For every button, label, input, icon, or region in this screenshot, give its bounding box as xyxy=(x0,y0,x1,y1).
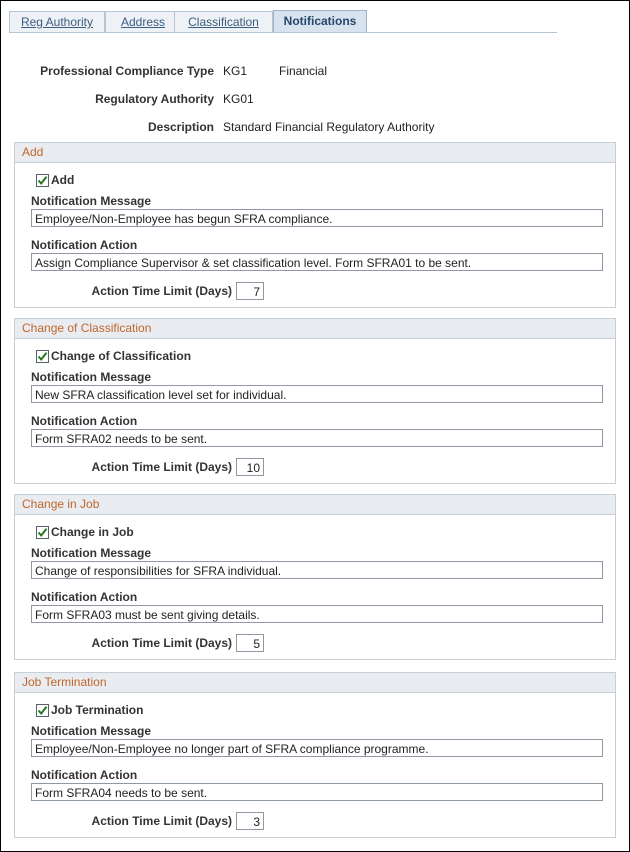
group-add xyxy=(14,142,616,308)
notification-message-field[interactable]: New SFRA classification level set for individual. xyxy=(31,385,603,403)
compliance-type-name: Financial xyxy=(279,64,328,78)
tab-label: Classification xyxy=(188,15,259,29)
notification-message-label: Notification Message xyxy=(31,370,152,384)
group-title: Change in Job xyxy=(15,495,615,515)
notification-action-field[interactable]: Form SFRA02 needs to be sent. xyxy=(31,429,603,447)
notification-action-label: Notification Action xyxy=(31,238,138,252)
change-of-classification-checkbox[interactable] xyxy=(36,350,49,363)
tab-label: Reg Authority xyxy=(20,15,94,29)
action-time-limit-field[interactable]: 10 xyxy=(236,458,264,476)
notification-action-field[interactable]: Assign Compliance Supervisor & set classification level. Form SFRA01 to be sent. xyxy=(31,253,603,271)
checkbox-label: Change in Job xyxy=(51,525,134,539)
tab-reg-authority[interactable] xyxy=(9,11,105,33)
checkmark-icon xyxy=(37,351,48,362)
group-title: Job Termination xyxy=(15,673,615,693)
checkmark-icon xyxy=(37,175,48,186)
notification-action-label: Notification Action xyxy=(31,590,138,604)
group-title: Add xyxy=(15,143,615,163)
action-time-limit-label: Action Time Limit (Days) xyxy=(91,814,232,828)
add-checkbox[interactable] xyxy=(36,174,49,187)
compliance-type-code: KG1 xyxy=(223,64,248,78)
tab-notifications[interactable] xyxy=(273,10,367,33)
action-time-limit-field[interactable]: 5 xyxy=(236,634,264,652)
tab-label: Address xyxy=(120,15,166,29)
reg-authority-label: Regulatory Authority xyxy=(95,92,214,106)
description-value: Standard Financial Regulatory Authority xyxy=(223,120,435,134)
notification-message-field[interactable]: Employee/Non-Employee has begun SFRA compliance. xyxy=(31,209,603,227)
tab-classification[interactable] xyxy=(174,11,273,33)
action-time-limit-label: Action Time Limit (Days) xyxy=(91,636,232,650)
checkmark-icon xyxy=(37,527,48,538)
notification-action-label: Notification Action xyxy=(31,768,138,782)
group-change-of-classification xyxy=(14,318,616,484)
group-title: Change of Classification xyxy=(15,319,615,339)
action-time-limit-field[interactable]: 3 xyxy=(236,812,264,830)
notification-action-field[interactable]: Form SFRA04 needs to be sent. xyxy=(31,783,603,801)
notification-message-label: Notification Message xyxy=(31,724,152,738)
checkbox-label: Add xyxy=(51,173,75,187)
notification-action-field[interactable]: Form SFRA03 must be sent giving details. xyxy=(31,605,603,623)
notification-message-field[interactable]: Employee/Non-Employee no longer part of SFRA compliance programme. xyxy=(31,739,603,757)
checkbox-label: Change of Classification xyxy=(51,349,192,363)
description-label: Description xyxy=(147,120,214,134)
action-time-limit-label: Action Time Limit (Days) xyxy=(91,460,232,474)
notification-message-label: Notification Message xyxy=(31,194,152,208)
tab-address[interactable] xyxy=(105,11,181,33)
action-time-limit-field[interactable]: 7 xyxy=(236,282,264,300)
compliance-type-label: Professional Compliance Type xyxy=(40,64,214,78)
change-in-job-checkbox[interactable] xyxy=(36,526,49,539)
group-change-in-job xyxy=(14,494,616,660)
tab-divider xyxy=(9,32,557,33)
notification-action-label: Notification Action xyxy=(31,414,138,428)
reg-authority-value: KG01 xyxy=(223,92,254,106)
action-time-limit-label: Action Time Limit (Days) xyxy=(91,284,232,298)
checkmark-icon xyxy=(37,705,48,716)
notification-message-label: Notification Message xyxy=(31,546,152,560)
checkbox-label: Job Termination xyxy=(51,703,144,717)
tab-label: Notifications xyxy=(283,14,357,28)
job-termination-checkbox[interactable] xyxy=(36,704,49,717)
notification-message-field[interactable]: Change of responsibilities for SFRA individual. xyxy=(31,561,603,579)
group-job-termination xyxy=(14,672,616,838)
